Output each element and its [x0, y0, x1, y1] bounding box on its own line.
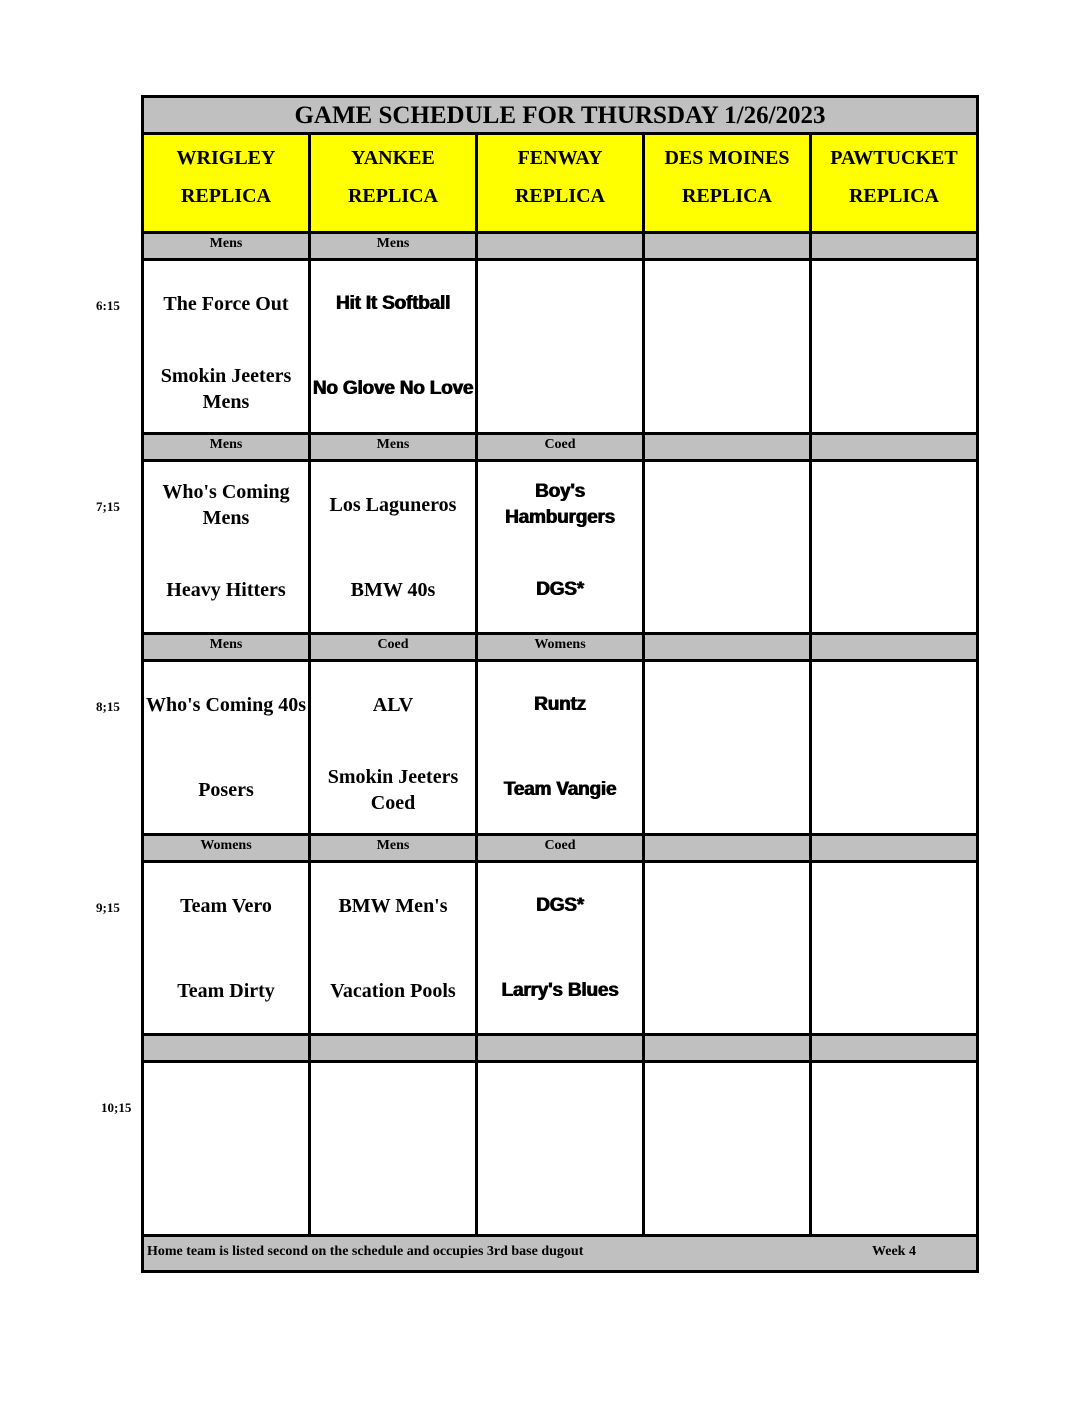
schedule-footer: [144, 1234, 976, 1271]
home-team: Team Vangie: [503, 779, 617, 800]
division-label: [812, 231, 976, 261]
division-label: Womens: [478, 632, 645, 662]
field-header-fenway: [478, 135, 645, 231]
home-team: Vacation Pools: [330, 979, 456, 1002]
division-label: Womens: [144, 833, 311, 863]
visiting-team: Hit It Softball: [335, 293, 451, 314]
time-slot-label: 10;15: [101, 1100, 132, 1115]
field-type: REPLICA: [514, 185, 605, 207]
game-cell: [311, 462, 478, 633]
field-header-des-moines: [645, 135, 812, 231]
field-header-wrigley: [144, 135, 311, 231]
game-cell: [645, 462, 812, 633]
game-cell: [144, 462, 311, 633]
division-label: [645, 231, 812, 261]
visiting-team: Who's Coming 40s: [145, 694, 307, 716]
field-name: YANKEE: [351, 147, 435, 169]
field-header-pawtucket: [812, 135, 976, 231]
game-cell: [311, 1063, 478, 1234]
division-label: Mens: [144, 231, 311, 261]
division-label: [645, 1033, 812, 1063]
game-cell: [645, 1063, 812, 1234]
game-cell: [144, 261, 311, 432]
game-cell: [478, 1063, 645, 1234]
home-team-note: Home team is listed second on the schedule and occupies 3rd base dugout: [147, 1243, 584, 1259]
division-label: [812, 432, 976, 462]
home-team: Team Dirty: [177, 979, 275, 1002]
home-team: BMW 40s: [350, 578, 436, 601]
visiting-team: Los Laguneros: [329, 493, 457, 516]
visiting-team: Runtz: [534, 694, 586, 715]
division-label: [311, 1033, 478, 1063]
division-label: [478, 231, 645, 261]
field-type: REPLICA: [180, 185, 271, 207]
visiting-team: BMW Men's: [338, 894, 448, 917]
division-label: Coed: [478, 833, 645, 863]
game-cell: [144, 1063, 311, 1234]
field-type: REPLICA: [681, 185, 772, 207]
game-cell: [311, 662, 478, 833]
field-type: REPLICA: [848, 185, 939, 207]
division-label: Mens: [311, 231, 478, 261]
home-team: Smokin Jeeters Mens: [160, 365, 292, 413]
game-cell: [645, 261, 812, 432]
game-cell: [812, 462, 976, 633]
division-label: [645, 432, 812, 462]
game-cell: [812, 261, 976, 432]
home-team: No Glove No Love: [312, 378, 474, 399]
home-team: Heavy Hitters: [166, 578, 286, 601]
division-label: [812, 632, 976, 662]
time-slot-label: 8;15: [96, 699, 120, 714]
field-name: WRIGLEY: [176, 147, 276, 169]
home-team: Smokin Jeeters Coed: [327, 766, 459, 814]
game-cell: [812, 863, 976, 1034]
game-cell: [144, 863, 311, 1034]
visiting-team: Team Vero: [180, 894, 272, 917]
field-name: FENWAY: [517, 147, 603, 169]
field-name: PAWTUCKET: [830, 147, 958, 169]
visiting-team: DGS*: [536, 894, 584, 916]
game-cell: [812, 1063, 976, 1234]
home-team: Larry's Blues: [501, 979, 619, 1001]
game-cell: [478, 462, 645, 633]
schedule-sheet: [141, 95, 979, 1273]
division-label: Coed: [478, 432, 645, 462]
game-cell: [311, 863, 478, 1034]
division-label: [812, 1033, 976, 1063]
home-team: Posers: [198, 779, 254, 801]
division-label: [478, 1033, 645, 1063]
division-label: Coed: [311, 632, 478, 662]
schedule-title: GAME SCHEDULE FOR THURSDAY 1/26/2023: [144, 98, 976, 135]
field-header-yankee: [311, 135, 478, 231]
game-cell: [478, 662, 645, 833]
game-cell: [144, 662, 311, 833]
division-label: Mens: [144, 432, 311, 462]
visiting-team: Who's Coming Mens: [162, 480, 290, 529]
game-cell: [812, 662, 976, 833]
time-slot-label: 9;15: [96, 899, 120, 915]
home-team: DGS*: [536, 578, 584, 600]
week-label: Week 4: [872, 1243, 916, 1259]
visiting-team: Boy's Hamburgers: [505, 480, 615, 528]
division-label: Mens: [311, 833, 478, 863]
time-slot-label: 7;15: [96, 498, 120, 514]
game-cell: [311, 261, 478, 432]
game-cell: [645, 662, 812, 833]
division-label: [645, 833, 812, 863]
field-name: DES MOINES: [664, 147, 790, 169]
division-label: [645, 632, 812, 662]
time-slot-label: 6:15: [96, 298, 120, 313]
game-cell: [645, 863, 812, 1034]
game-cell: [478, 863, 645, 1034]
division-label: Mens: [144, 632, 311, 662]
division-label: [812, 833, 976, 863]
visiting-team: The Force Out: [163, 293, 289, 315]
division-label: [144, 1033, 311, 1063]
game-cell: [478, 261, 645, 432]
division-label: Mens: [311, 432, 478, 462]
visiting-team: ALV: [372, 694, 414, 716]
field-type: REPLICA: [347, 185, 438, 207]
